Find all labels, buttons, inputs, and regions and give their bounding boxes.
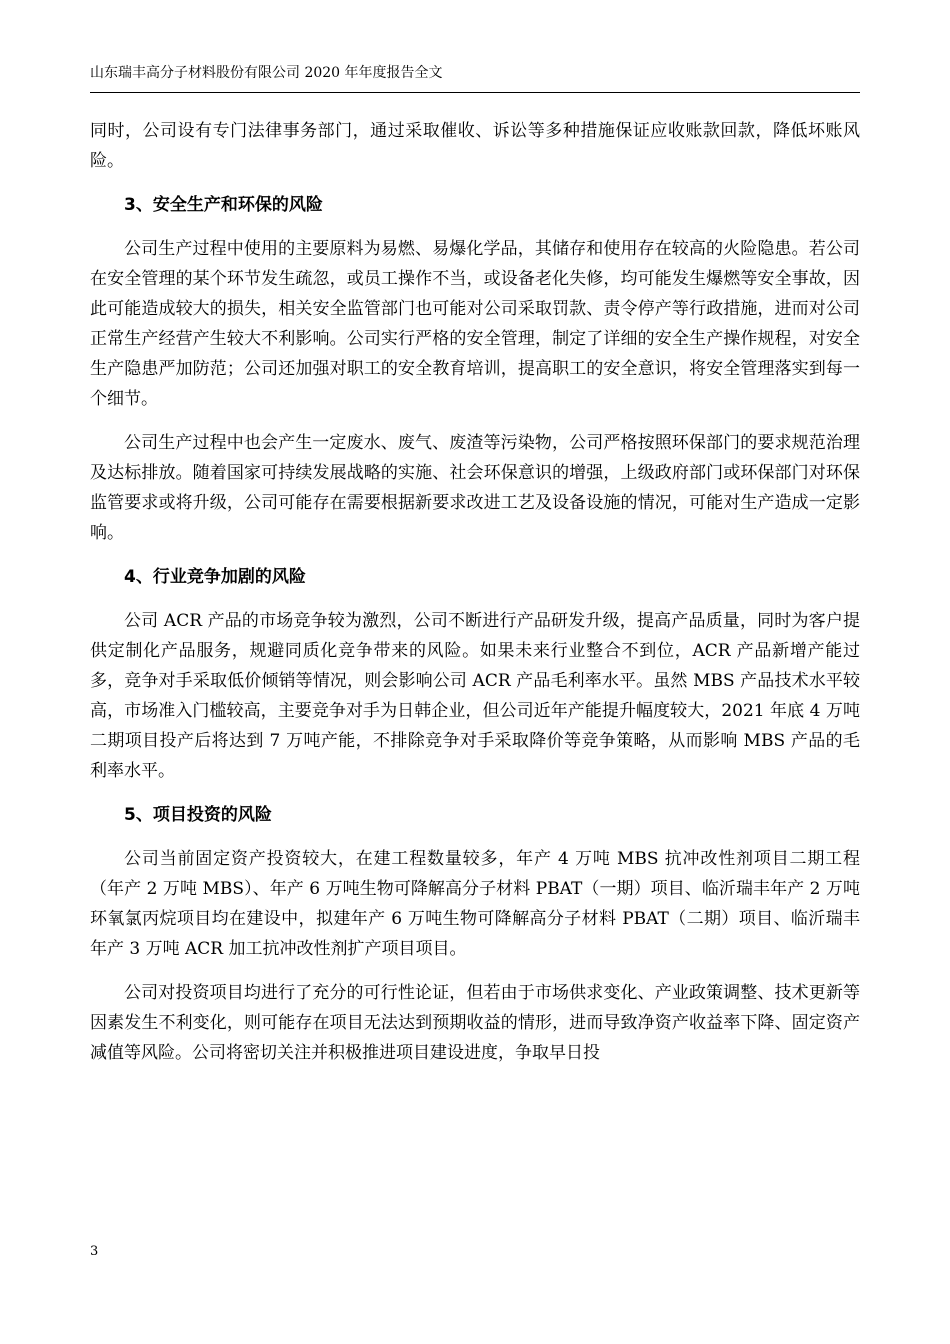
section-heading-3: 3、安全生产和环保的风险	[124, 195, 323, 215]
section-heading-5: 5、项目投资的风险	[124, 805, 272, 825]
paragraph-environment: 公司生产过程中也会产生一定废水、废气、废渣等污染物，公司严格按照环保部门的要求规范治理及达标排放。随着国家可持续发展战略的实施、社会环保意识的增强，上级政府部门或环保部门对环保监管要求或将升级，公司可能存在需要根据新要求改进工艺及设备设施的情况，可能对生产造成一定影响。	[90, 433, 860, 543]
paragraph-feasibility: 公司对投资项目均进行了充分的可行性论证，但若由于市场供求变化、产业政策调整、技术更新等因素发生不利变化，则可能存在项目无法达到预期收益的情形，进而导致净资产收益率下降、固定资产减值等风险。公司将密切关注并积极推进项目建设进度，争取早日投	[90, 983, 860, 1063]
header-divider	[90, 92, 860, 93]
section-heading-4: 4、行业竞争加剧的风险	[124, 567, 306, 587]
report-header: 山东瑞丰高分子材料股份有限公司 2020 年年度报告全文	[90, 65, 443, 81]
paragraph-safety: 公司生产过程中使用的主要原料为易燃、易爆化学品，其储存和使用存在较高的火险隐患。若公司在安全管理的某个环节发生疏忽，或员工操作不当，或设备老化失修，均可能发生爆燃等安全事故，因此可能造成较大的损失，相关安全监管部门也可能对公司采取罚款、责令停产等行政措施，进而对公司正常生产经营产生较大不利影响。公司实行严格的安全管理，制定了详细的安全生产操作规程，对安全生产隐患严加防范；公司还加强对职工的安全教育培训，提高职工的安全意识，将安全管理落实到每一个细节。	[90, 239, 860, 409]
paragraph-continued: 同时，公司设有专门法律事务部门，通过采取催收、诉讼等多种措施保证应收账款回款，降低坏账风险。	[90, 121, 860, 171]
document-body	[90, 116, 860, 1082]
paragraph-investment: 公司当前固定资产投资较大，在建工程数量较多，年产 4 万吨 MBS 抗冲改性剂项目二期工程（年产 2 万吨 MBS）、年产 6 万吨生物可降解高分子材料 PBAT（一期）项目、临沂瑞丰年产 2 万吨环氧氯丙烷项目均在建设中，拟建年产 6 万吨生物可降解高分子材料 PBAT（二期）项目、临沂瑞丰年产 3 万吨 ACR 加工抗冲改性剂扩产项目项目。	[90, 849, 860, 959]
paragraph-competition: 公司 ACR 产品的市场竞争较为激烈，公司不断进行产品研发升级，提高产品质量，同时为客户提供定制化产品服务，规避同质化竞争带来的风险。如果未来行业整合不到位，ACR 产品新增产能过多，竞争对手采取低价倾销等情况，则会影响公司 ACR 产品毛利率水平。虽然 MBS 产品技术水平较高，市场准入门槛较高，主要竞争对手为日韩企业，但公司近年产能提升幅度较大，2021 年底 4 万吨二期项目投产后将达到 7 万吨产能，不排除竞争对手采取降价等竞争策略，从而影响 MBS 产品的毛利率水平。	[90, 611, 860, 781]
page-number: 3	[90, 1244, 99, 1259]
